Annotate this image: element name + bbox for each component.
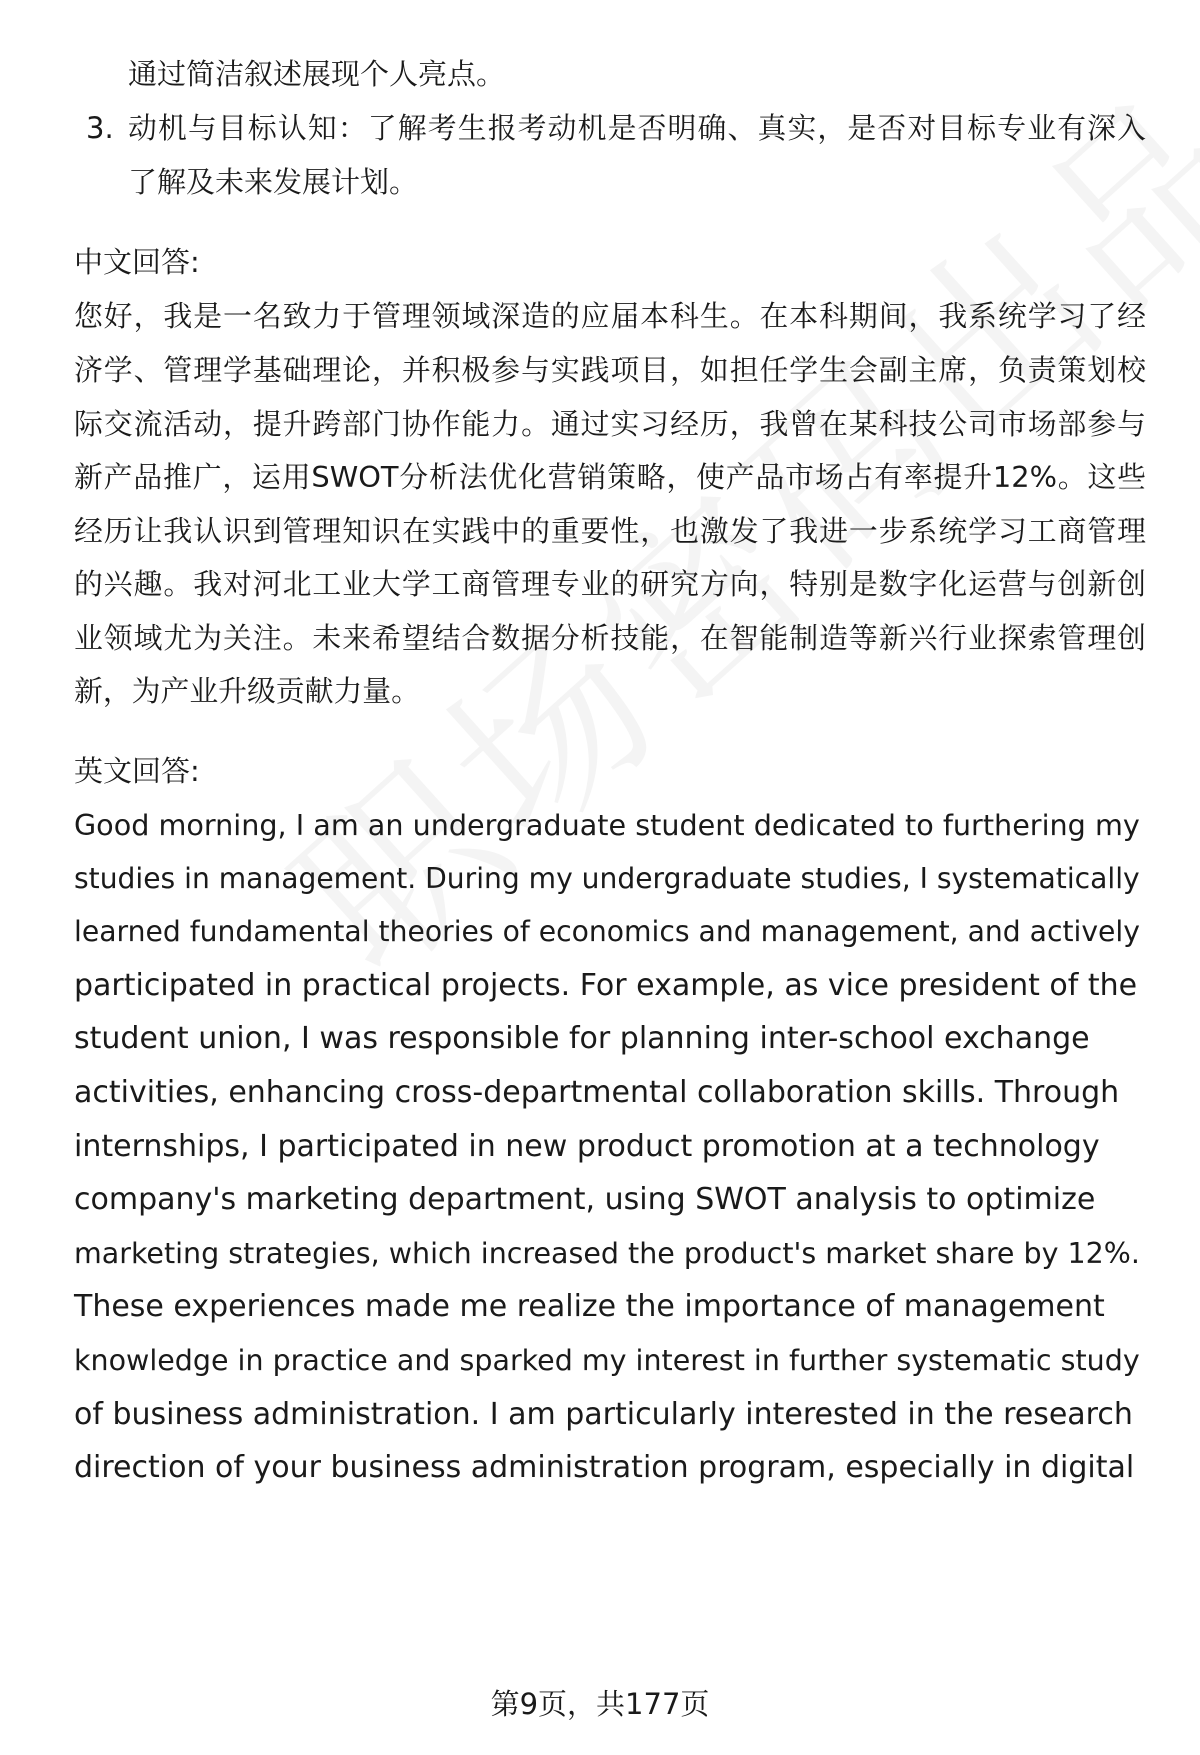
english-answer-line: internships, I participated in new product promotion at a technology — [74, 1129, 1100, 1164]
intro-continuation: 通过简洁叙述展现个人亮点。 — [128, 57, 506, 91]
english-answer-line: direction of your business administration program, especially in digital — [74, 1450, 1135, 1485]
english-answer-line: studies in management. During my undergraduate studies, I systematically — [74, 862, 1140, 895]
english-answer-line: These experiences made me realize the importance of management — [74, 1289, 1105, 1324]
english-answer-line: student union, I was responsible for planning inter-school exchange — [74, 1021, 1090, 1056]
english-answer-line: company's marketing department, using SWOT analysis to optimize — [74, 1182, 1096, 1217]
chinese-answer-line: 济学、管理学基础理论，并积极参与实践项目，如担任学生会副主席，负责策划校 — [74, 353, 1146, 387]
english-answer-line: Good morning, I am an undergraduate student dedicated to furthering my — [74, 808, 1140, 842]
chinese-answer-line: 新产品推广，运用SWOT分析法优化营销策略，使产品市场占有率提升12%。这些 — [74, 460, 1146, 494]
english-answer-line: knowledge in practice and sparked my interest in further systematic study — [74, 1344, 1140, 1377]
chinese-answer-line: 的兴趣。我对河北工业大学工商管理专业的研究方向，特别是数字化运营与创新创 — [74, 567, 1146, 601]
page-number-footer: 第9页，共177页 — [490, 1687, 710, 1721]
english-answer-heading: 英文回答: — [74, 754, 200, 788]
list-number: 3. — [86, 111, 114, 145]
english-answer-line: of business administration. I am particularly interested in the research — [74, 1397, 1133, 1432]
english-answer-line: activities, enhancing cross-departmental collaboration skills. Through — [74, 1075, 1120, 1110]
list-item-line: 了解及未来发展计划。 — [128, 165, 419, 199]
english-answer-line: participated in practical projects. For example, as vice president of the — [74, 968, 1138, 1003]
chinese-answer-line: 新，为产业升级贡献力量。 — [74, 674, 420, 708]
chinese-answer-line: 际交流活动，提升跨部门协作能力。通过实习经历，我曾在某科技公司市场部参与 — [74, 407, 1146, 441]
english-answer-line: marketing strategies, which increased the product's market share by 12%. — [74, 1237, 1140, 1270]
chinese-answer-line: 业领域尤为关注。未来希望结合数据分析技能，在智能制造等新兴行业探索管理创 — [74, 621, 1146, 655]
chinese-answer-line: 经历让我认识到管理知识在实践中的重要性，也激发了我进一步系统学习工商管理 — [74, 514, 1146, 548]
english-answer-line: learned fundamental theories of economics and management, and actively — [74, 915, 1140, 948]
list-item-line: 动机与目标认知：了解考生报考动机是否明确、真实，是否对目标专业有深入 — [128, 111, 1146, 145]
chinese-answer-line: 您好，我是一名致力于管理领域深造的应届本科生。在本科期间，我系统学习了经 — [74, 299, 1146, 333]
chinese-answer-heading: 中文回答: — [74, 245, 200, 279]
